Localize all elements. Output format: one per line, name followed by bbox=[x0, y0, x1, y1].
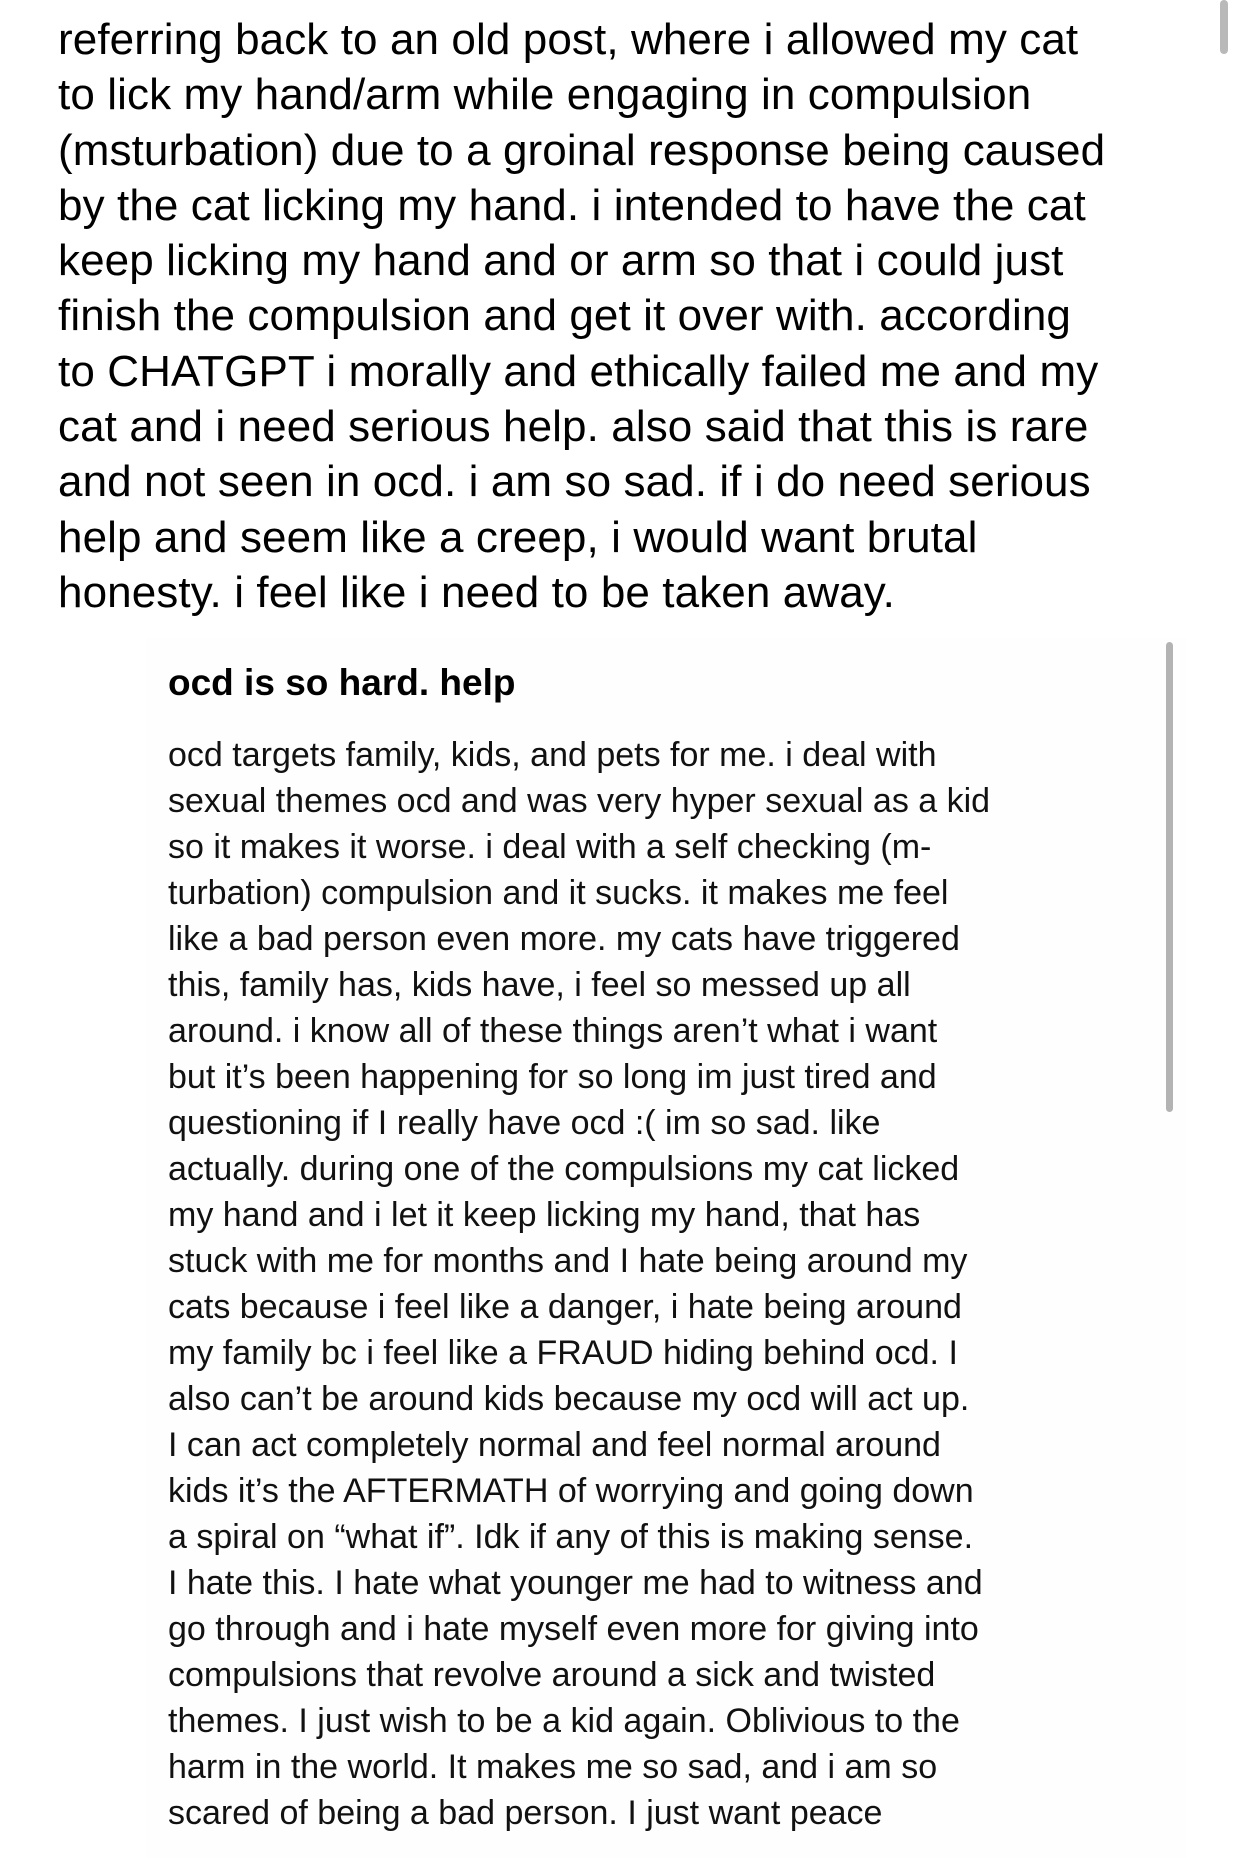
outer-post-line: to lick my hand/arm while engaging in compulsion bbox=[58, 70, 1032, 120]
outer-post-line: and not seen in ocd. i am so sad. if i do need serious bbox=[58, 457, 1091, 507]
embedded-post-line: my hand and i let it keep licking my hand, that has bbox=[168, 1196, 921, 1234]
outer-post-line: finish the compulsion and get it over with. according bbox=[58, 291, 1071, 341]
embedded-post-line: kids it’s the AFTERMATH of worrying and going down bbox=[168, 1472, 974, 1510]
outer-post-line: cat and i need serious help. also said that this is rare bbox=[58, 402, 1089, 452]
embedded-post-line: harm in the world. It makes me so sad, and i am so bbox=[168, 1748, 938, 1786]
embedded-post-screenshot bbox=[146, 638, 1186, 1858]
outer-post-line: (msturbation) due to a groinal response being caused bbox=[58, 125, 1106, 175]
embedded-post-line: ocd targets family, kids, and pets for me. i deal with bbox=[168, 736, 937, 774]
embedded-post-line: this, family has, kids have, i feel so messed up all bbox=[168, 966, 911, 1004]
embedded-post-line: so it makes it worse. i deal with a self checking (m- bbox=[168, 828, 932, 866]
outer-post-line: help and seem like a creep, i would want brutal bbox=[58, 512, 978, 562]
embedded-post-line: questioning if I really have ocd :( im so sad. like bbox=[168, 1104, 881, 1142]
embedded-post-line: around. i know all of these things aren’t what i want bbox=[168, 1012, 938, 1050]
embedded-scrollbar bbox=[1166, 642, 1173, 1112]
embedded-post-line: stuck with me for months and I hate being around my bbox=[168, 1242, 968, 1280]
embedded-post-line: sexual themes ocd and was very hyper sexual as a kid bbox=[168, 782, 991, 820]
embedded-post-line: I hate this. I hate what younger me had to witness and bbox=[168, 1564, 983, 1602]
outer-post-line: to CHATGPT i morally and ethically failed me and my bbox=[58, 346, 1099, 396]
embedded-post-line: compulsions that revolve around a sick and twisted bbox=[168, 1656, 936, 1694]
embedded-post-line: scared of being a bad person. I just want peace bbox=[168, 1794, 883, 1832]
embedded-post-line: cats because i feel like a danger, i hate being around bbox=[168, 1288, 962, 1326]
embedded-post-line: also can’t be around kids because my ocd will act up. bbox=[168, 1380, 970, 1418]
embedded-post-line: but it’s been happening for so long im just tired and bbox=[168, 1058, 937, 1096]
embedded-post-line: themes. I just wish to be a kid again. Oblivious to the bbox=[168, 1702, 960, 1740]
embedded-post-body bbox=[168, 732, 1128, 1836]
embedded-post-line: actually. during one of the compulsions my cat licked bbox=[168, 1150, 960, 1188]
embedded-post-line: a spiral on “what if”. Idk if any of this is making sense. bbox=[168, 1518, 974, 1556]
embedded-post-line: my family bc i feel like a FRAUD hiding behind ocd. I bbox=[168, 1334, 958, 1372]
embedded-post-line: go through and i hate myself even more for giving into bbox=[168, 1610, 979, 1648]
outer-post-line: referring back to an old post, where i allowed my cat bbox=[58, 15, 1079, 64]
outer-scrollbar[interactable] bbox=[1220, 0, 1228, 54]
outer-post-line: honesty. i feel like i need to be taken away. bbox=[58, 567, 895, 617]
embedded-post-line: like a bad person even more. my cats have triggered bbox=[168, 920, 960, 958]
outer-post-text bbox=[58, 12, 1208, 620]
embedded-post-title: ocd is so hard. help bbox=[168, 662, 516, 703]
outer-post-line: by the cat licking my hand. i intended to have the cat bbox=[58, 180, 1086, 230]
embedded-post-line: I can act completely normal and feel normal around bbox=[168, 1426, 941, 1464]
outer-post-line: keep licking my hand and or arm so that i could just bbox=[58, 236, 1064, 286]
embedded-post-line: turbation) compulsion and it sucks. it makes me feel bbox=[168, 874, 949, 912]
